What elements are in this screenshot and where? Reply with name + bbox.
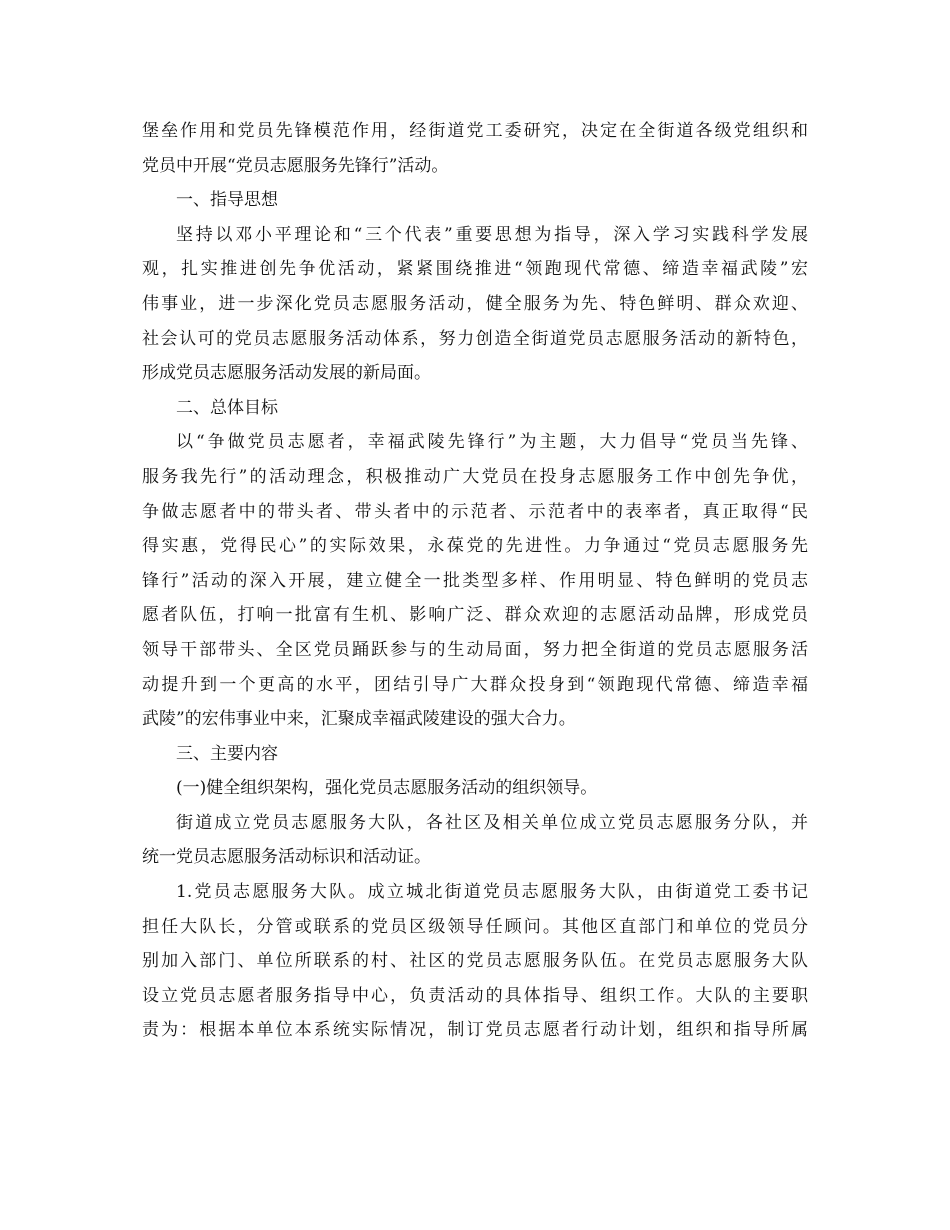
text-line: 三、主要内容 — [176, 743, 278, 764]
document-page — [142, 114, 808, 1048]
text-line: 形成党员志愿服务活动发展的新局面。 — [142, 363, 431, 384]
text-line: 担任大队长，分管或联系的党员区级领导任顾问。其他区直部门和单位的党员分 — [142, 916, 808, 937]
text-line: 锋行”活动的深入开展，建立健全一批类型多样、作用明显、特色鲜明的党员志 — [142, 570, 808, 591]
text-line: 党员中开展“党员志愿服务先锋行”活动。 — [142, 155, 449, 176]
text-line: 1.党员志愿服务大队。成立城北街道党员志愿服务大队，由街道党工委书记 — [176, 882, 808, 903]
text-line: 动提升到一个更高的水平，团结引导广大群众投身到“领跑现代常德、缔造幸福 — [142, 674, 808, 695]
text-line: 伟事业，进一步深化党员志愿服务活动，健全服务为先、特色鲜明、群众欢迎、 — [142, 293, 808, 314]
text-line: 武陵”的宏伟事业中来，汇聚成幸福武陵建设的强大合力。 — [142, 709, 576, 730]
text-line: 领导干部带头、全区党员踊跃参与的生动局面，努力把全街道的党员志愿服务活 — [142, 639, 808, 660]
text-line: 街道成立党员志愿服务大队，各社区及相关单位成立党员志愿服务分队，并 — [176, 812, 808, 833]
text-line: 得实惠，党得民心”的实际效果，永葆党的先进性。力争通过“党员志愿服务先 — [142, 536, 808, 557]
text-line: 一、指导思想 — [176, 190, 278, 211]
text-line: 争做志愿者中的带头者、带头者中的示范者、示范者中的表率者，真正取得“民 — [142, 501, 808, 522]
text-line: 服务我先行”的活动理念，积极推动广大党员在投身志愿服务工作中创先争优， — [142, 466, 808, 487]
text-line: 愿者队伍，打响一批富有生机、影响广泛、群众欢迎的志愿活动品牌，形成党员 — [142, 605, 808, 626]
text-line: 坚持以邓小平理论和“三个代表”重要思想为指导，深入学习实践科学发展 — [176, 224, 808, 245]
text-line: (一)健全组织架构，强化党员志愿服务活动的组织领导。 — [176, 778, 598, 799]
text-line: 别加入部门、单位所联系的村、社区的党员志愿服务队伍。在党员志愿服务大队 — [142, 951, 808, 972]
text-line: 设立党员志愿者服务指导中心，负责活动的具体指导、组织工作。大队的主要职 — [142, 985, 808, 1006]
text-line: 观，扎实推进创先争优活动，紧紧围绕推进“领跑现代常德、缔造幸福武陵”宏 — [142, 259, 808, 280]
text-line: 堡垒作用和党员先锋模范作用，经街道党工委研究，决定在全街道各级党组织和 — [142, 121, 808, 141]
text-line: 责为：根据本单位本系统实际情况，制订党员志愿者行动计划，组织和指导所属 — [142, 1020, 808, 1041]
text-line: 以“争做党员志愿者，幸福武陵先锋行”为主题，大力倡导“党员当先锋、 — [176, 432, 808, 453]
text-line: 社会认可的党员志愿服务活动体系，努力创造全街道党员志愿服务活动的新特色， — [142, 328, 808, 349]
text-line: 二、总体目标 — [176, 397, 278, 418]
text-line: 统一党员志愿服务活动标识和活动证。 — [142, 847, 431, 868]
